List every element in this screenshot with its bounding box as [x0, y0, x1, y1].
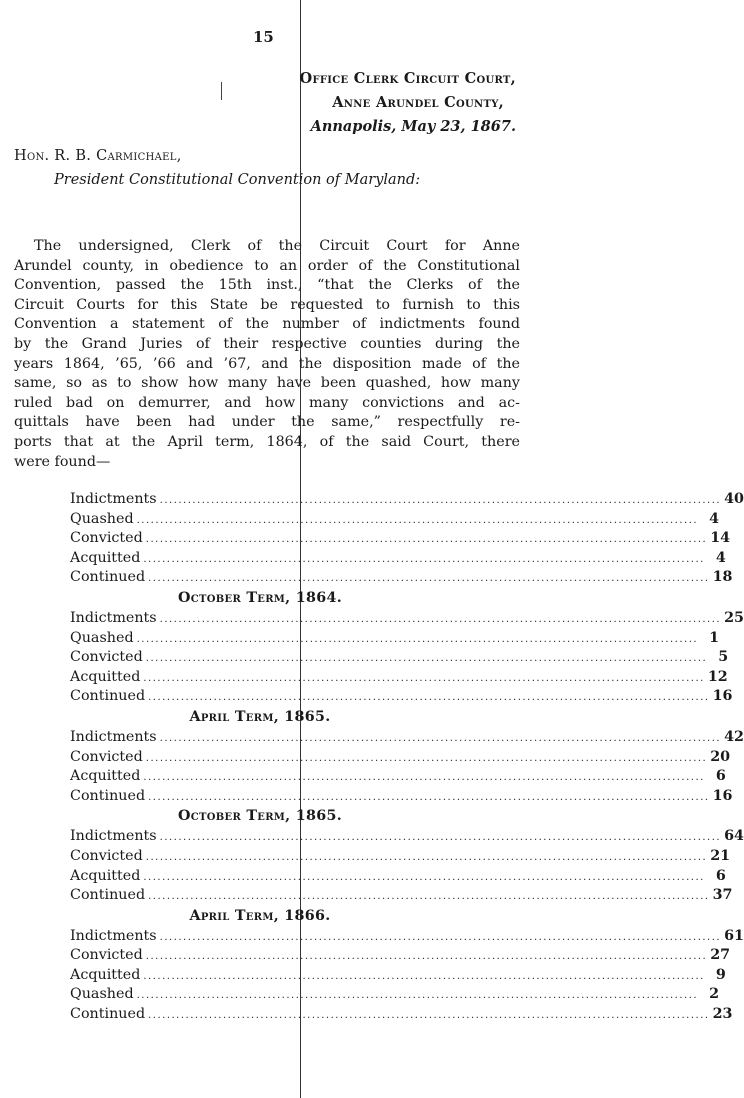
dot-leader: ........................................................................................................................: [143, 871, 705, 883]
paragraph-line-text: Convention, passed the 15th inst., “that the Clerks of the: [14, 277, 520, 294]
row-value: 12: [707, 668, 728, 685]
row-value: 1: [709, 629, 720, 646]
dot-leader: ........................................................................................................................: [145, 752, 708, 764]
dot-leader: ........................................................................................................................: [148, 573, 710, 585]
row-label: Convicted: [70, 847, 143, 864]
table-row: [70, 1005, 733, 1025]
paragraph-line-text: Circuit Courts for this State be requested to furnish to this: [14, 296, 520, 313]
dot-leader: ........................................................................................................................: [143, 970, 705, 982]
table-row: [70, 648, 729, 668]
row-label: Quashed: [70, 510, 134, 527]
paragraph-line: [14, 296, 520, 316]
dot-leader: ........................................................................................................................: [143, 553, 705, 565]
indictment-tables: [70, 490, 744, 1025]
row-label: Convicted: [70, 649, 143, 666]
row-value: 6: [715, 768, 726, 785]
paragraph-line: [14, 335, 520, 355]
dot-leader: ........................................................................................................................: [136, 514, 699, 526]
table-row: [70, 927, 744, 947]
row-label: Acquitted: [70, 867, 141, 884]
dot-leader: ........................................................................................................................: [143, 672, 705, 684]
table-row: [70, 549, 726, 569]
row-label: Acquitted: [70, 966, 141, 983]
dot-leader: ........................................................................................................................: [145, 951, 708, 963]
paragraph-line: [14, 413, 520, 433]
row-value: 27: [710, 947, 731, 964]
salutation-text: Hon. R. B. Carmichael,: [14, 148, 182, 164]
letterhead-office: Office Clerk Circuit Court,: [299, 70, 516, 87]
row-label: Indictments: [70, 609, 157, 626]
dot-leader: ........................................................................................................................: [145, 851, 708, 863]
row-label: Indictments: [70, 491, 157, 507]
table-row: [70, 827, 744, 847]
table-row: [70, 529, 731, 549]
paragraph-line-text: quittals have been had under the same,” respectfully re-: [14, 414, 520, 431]
row-value: 9: [715, 966, 726, 983]
table-row: [70, 568, 733, 588]
row-value: 20: [710, 748, 731, 765]
term-heading: April Term, 1865.: [189, 708, 331, 725]
row-value: 42: [724, 728, 744, 745]
addressee-title: President Constitutional Convention of Maryland:: [54, 172, 421, 188]
paragraph-line-text: ruled bad on demurrer, and how many convictions and ac-: [14, 394, 520, 411]
dot-leader: ........................................................................................................................: [159, 931, 722, 943]
page-number: 15: [253, 28, 274, 46]
paragraph-line-text: by the Grand Juries of their respective counties during the: [14, 335, 520, 352]
row-value: 37: [712, 887, 733, 904]
table-row: [70, 609, 744, 629]
paragraph-line-text: were found—: [14, 453, 111, 470]
table-row: [70, 867, 726, 887]
term-heading: October Term, 1865.: [178, 808, 342, 825]
table-row: [70, 847, 731, 867]
page-mark: [221, 82, 222, 100]
row-label: Acquitted: [70, 768, 141, 785]
row-value: 6: [715, 867, 726, 884]
letterhead-county: Anne Arundel County,: [332, 94, 504, 111]
row-label: Convicted: [70, 530, 143, 547]
table-row: [70, 886, 733, 906]
paragraph-line: [14, 355, 520, 375]
row-label: Continued: [70, 569, 146, 586]
row-label: Indictments: [70, 828, 157, 845]
table-row: [70, 668, 728, 688]
table-row: [70, 946, 731, 966]
row-label: Indictments: [70, 927, 157, 944]
row-label: Quashed: [70, 629, 134, 646]
dot-leader: ........................................................................................................................: [143, 772, 705, 784]
dot-leader: ........................................................................................................................: [159, 832, 722, 844]
row-value: 18: [712, 569, 733, 586]
body-paragraph: [14, 237, 520, 472]
row-label: Acquitted: [70, 549, 141, 566]
paragraph-line-text: Convention a statement of the number of indictments found: [14, 316, 520, 333]
row-value: 4: [715, 549, 726, 566]
term-heading: October Term, 1864.: [178, 589, 342, 606]
table-row: [70, 966, 726, 986]
table-row: [70, 490, 744, 510]
dot-leader: ........................................................................................................................: [136, 633, 699, 645]
row-value: 16: [712, 688, 733, 705]
row-label: Convicted: [70, 748, 143, 765]
dot-leader: ........................................................................................................................: [145, 534, 708, 546]
letterhead-place-date: Annapolis, May 23, 1867.: [310, 118, 516, 135]
dot-leader: ........................................................................................................................: [159, 732, 722, 744]
term-heading: April Term, 1866.: [189, 907, 331, 924]
row-value: 4: [709, 510, 720, 527]
paragraph-line-text: The undersigned, Clerk of the Circuit Court for Anne: [34, 238, 520, 254]
dot-leader: ........................................................................................................................: [145, 653, 708, 665]
paragraph-line: [14, 315, 520, 335]
row-label: Quashed: [70, 986, 134, 1003]
dot-leader: ........................................................................................................................: [148, 791, 710, 803]
table-row: [70, 687, 733, 707]
paragraph-line-text: years 1864, ’65, ’66 and ’67, and the disposition made of the: [14, 355, 520, 372]
paragraph-line-text: Arundel county, in obedience to an order of the Constitutional: [14, 257, 520, 274]
row-value: 14: [710, 530, 731, 547]
paragraph-line: [14, 276, 520, 296]
row-label: Indictments: [70, 728, 157, 745]
row-value: 25: [724, 609, 744, 626]
row-label: Continued: [70, 1006, 146, 1023]
table-row: [70, 629, 720, 649]
row-value: 64: [724, 828, 744, 845]
table-row: [70, 767, 726, 787]
dot-leader: ........................................................................................................................: [136, 990, 699, 1002]
paragraph-line-text: ports that at the April term, 1864, of the said Court, there: [14, 433, 520, 450]
paragraph-line: [14, 394, 520, 414]
row-label: Continued: [70, 787, 146, 804]
table-row: [70, 787, 733, 807]
table-row: [70, 728, 744, 748]
dot-leader: ........................................................................................................................: [148, 692, 710, 704]
row-label: Acquitted: [70, 668, 141, 685]
row-value: 61: [724, 927, 744, 944]
row-value: 5: [718, 649, 729, 666]
paragraph-line: [14, 453, 520, 473]
row-value: 2: [709, 986, 720, 1003]
row-value: 40: [724, 491, 744, 507]
row-value: 16: [712, 787, 733, 804]
table-row: [70, 510, 720, 530]
table-row: [70, 985, 720, 1005]
dot-leader: ........................................................................................................................: [148, 1010, 710, 1022]
row-value: 23: [712, 1006, 733, 1023]
paragraph-line: [14, 237, 520, 257]
paragraph-line: [14, 257, 520, 277]
salutation: [14, 148, 182, 164]
dot-leader: ........................................................................................................................: [159, 495, 722, 506]
dot-leader: ........................................................................................................................: [159, 613, 722, 625]
row-label: Continued: [70, 887, 146, 904]
paragraph-line-text: same, so as to show how many have been quashed, how many: [14, 375, 520, 392]
row-value: 21: [710, 847, 731, 864]
table-row: [70, 748, 731, 768]
row-label: Continued: [70, 688, 146, 705]
paragraph-line: [14, 374, 520, 394]
paragraph-line: [14, 433, 520, 453]
row-label: Convicted: [70, 947, 143, 964]
dot-leader: ........................................................................................................................: [148, 891, 710, 903]
